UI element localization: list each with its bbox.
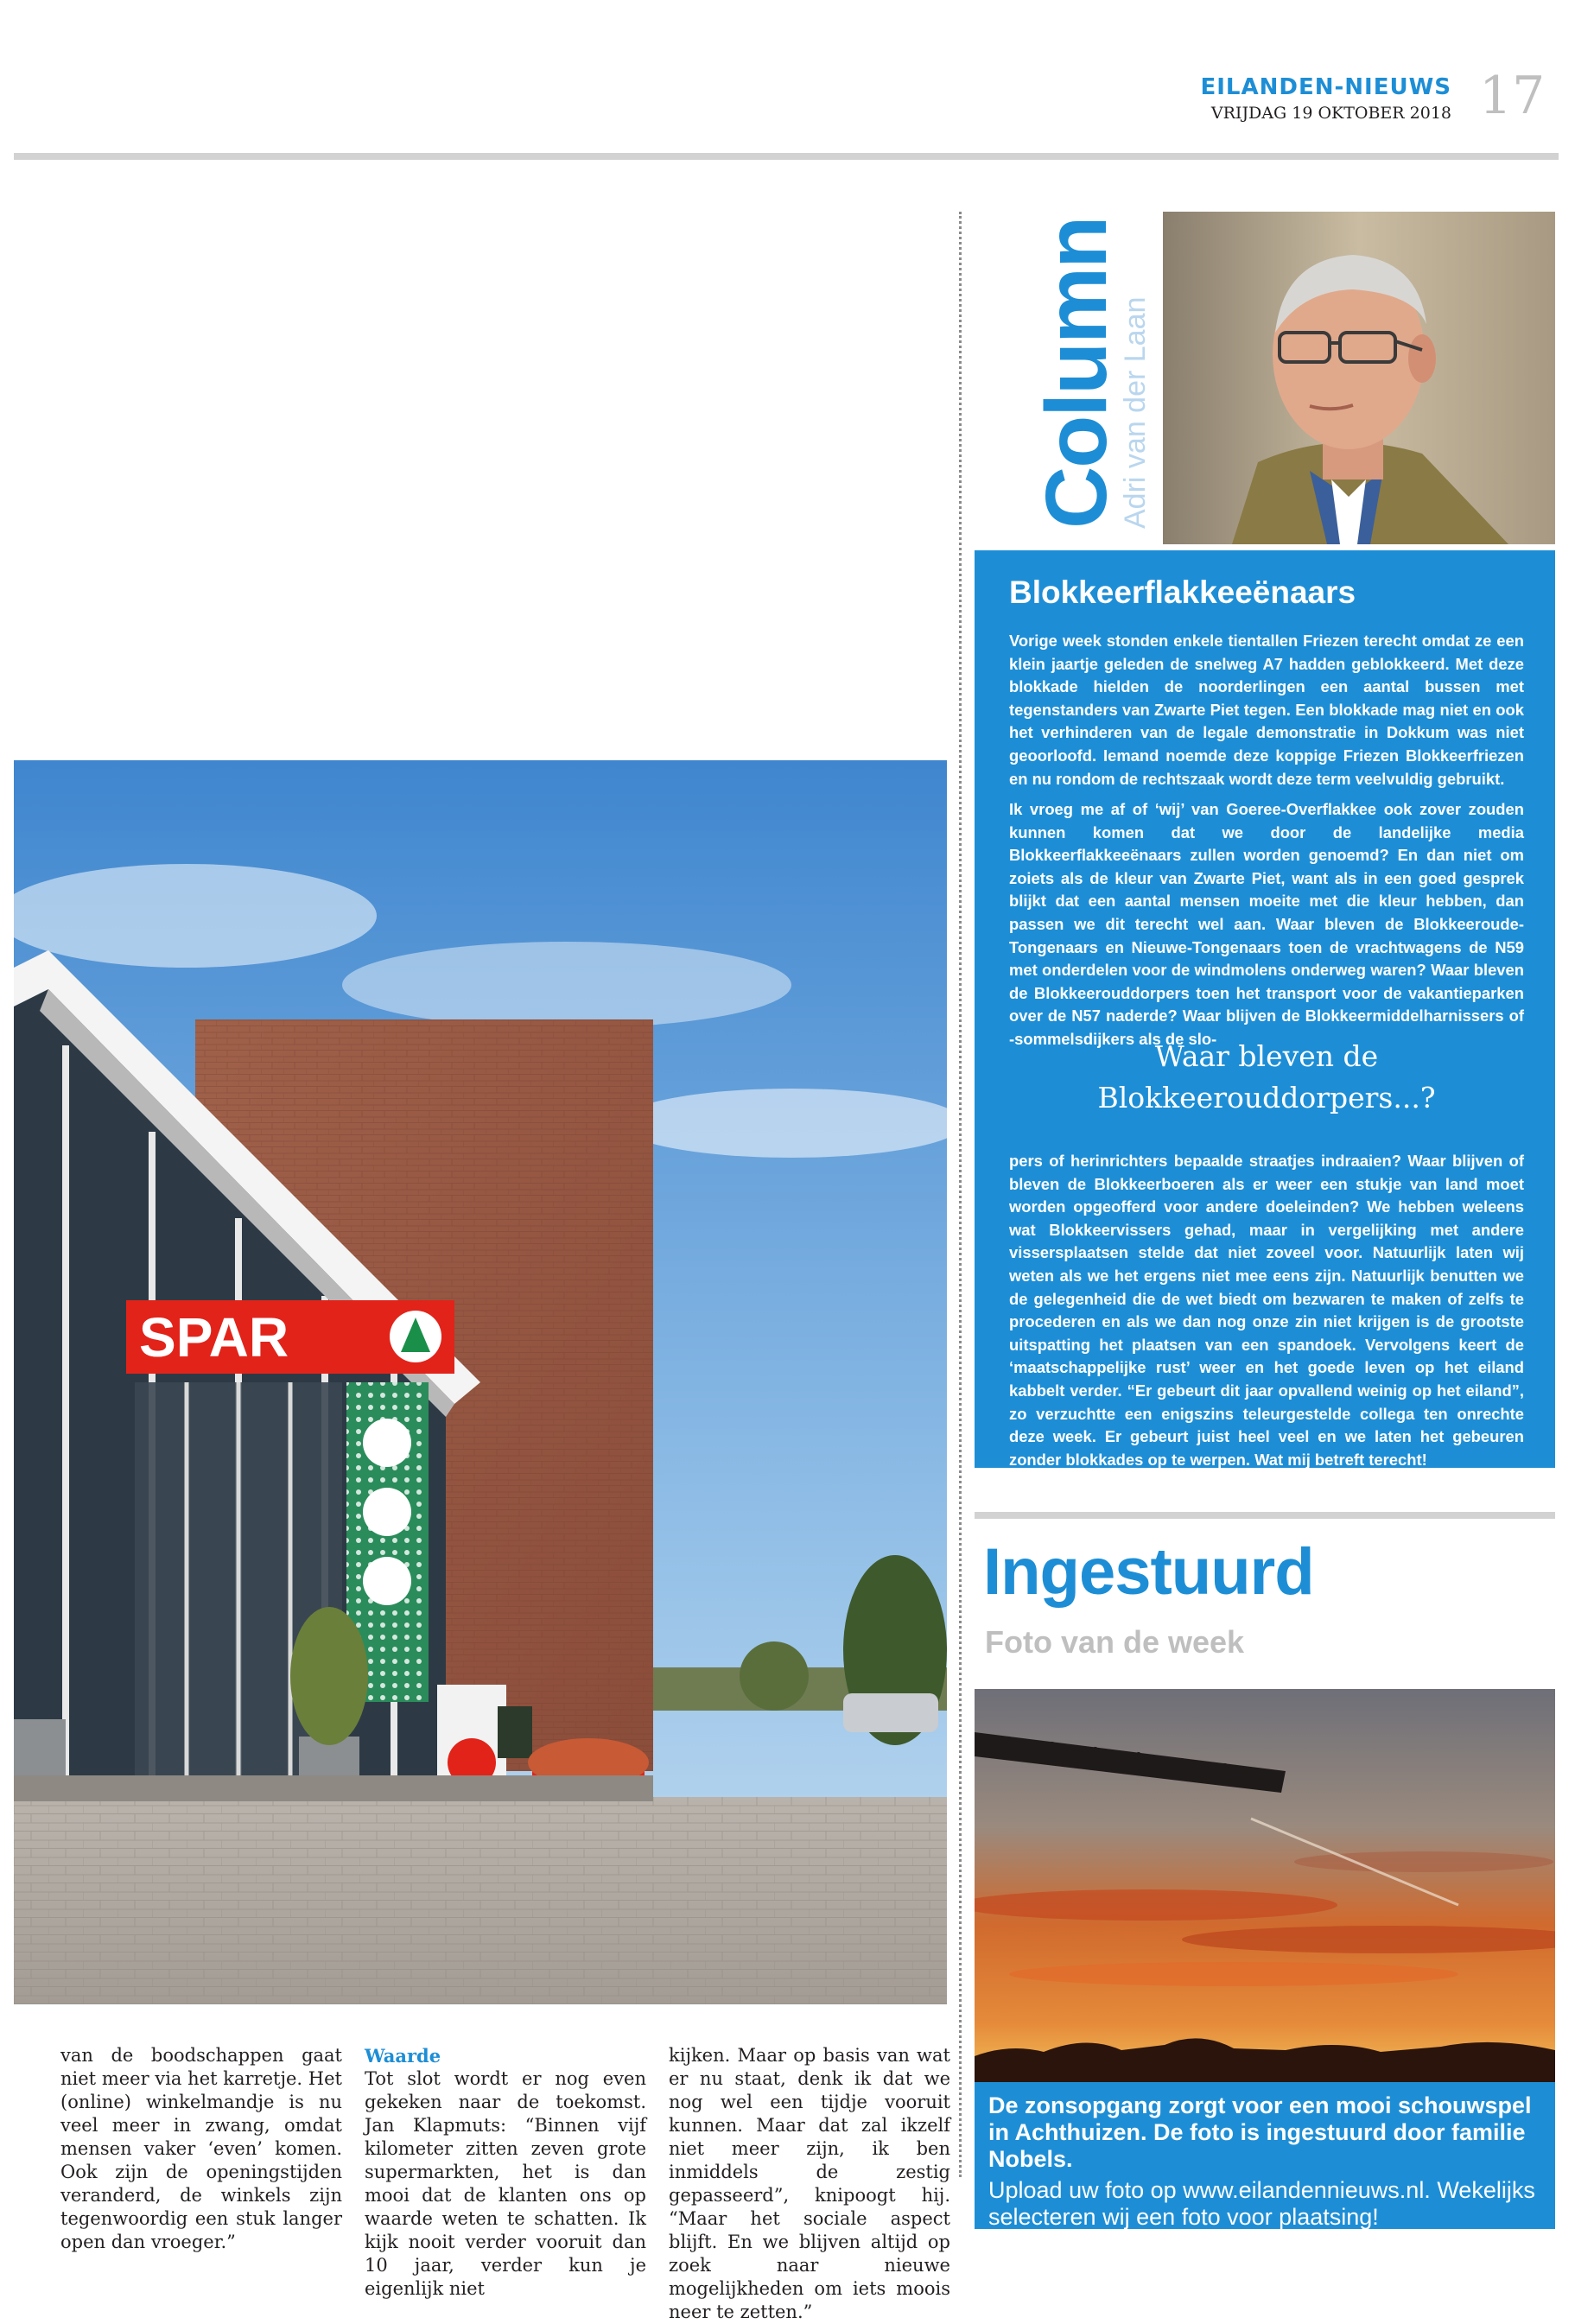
column-title: Blokkeerflakkeeënaars [1009,575,1356,610]
article-subhead: Waarde [365,2045,441,2067]
page-number: 17 [1479,66,1546,126]
ingestuurd-title: Ingestuurd [983,1535,1314,1609]
pull-quote: Waar bleven de Blokkeerouddorpers...? [1097,1039,1436,1114]
author-portrait [1163,212,1555,544]
column-divider [959,212,962,2177]
article-column-2-text: Tot slot wordt er nog even gekeken naar de toekomst. Jan Klapmuts: “Binnen vijf kilometer zitten zeven grote supermarkten, het is dan mooi dat de klanten ons op waarde weten te schatten. Ik kijk nooit verder vooruit dan 10 jaar, verder kun je eigenlijk niet [365,2068,646,2299]
column-paragraph-1: Vorige week stonden enkele tientallen Friezen terecht omdat ze een klein jaartje geleden de snelweg A7 hadden geblokkeerd. Met deze blokkade hielden de noorderlingen een aantal bussen met tegenstanders van Zwarte Piet tegen. Een blokkade mag niet en ook het verhinderen van de legale demonstratie in Dokkum was niet geoorloofd. Iemand noemde deze koppige Friezen Blokkeerfriezen en nu rondom de rechtszaak wordt deze term veelvuldig gebruikt. [1009,632,1524,788]
issue-date: VRIJDAG 19 OKTOBER 2018 [1210,104,1451,123]
header-rule [14,153,1559,160]
supermarket-photo [14,760,947,2004]
article-column-2 [365,2044,646,2301]
photo-caption-box [975,2082,1555,2229]
photo-caption: De zonsopgang zorgt voor een mooi schouwspel in Achthuizen. De foto is ingestuurd door familie Nobels. [988,2092,1532,2172]
column-paragraph-2: Ik vroeg me af of ‘wij’ van Goeree-Overflakkee ook zover zouden kunnen komen dat we door de landelijke media Blokkeerflakkeeënaars zullen worden genoemd? En dan niet om zoiets als de kleur van Zwarte Piet, want als in een goed gesprek blijkt dat een aantal mensen moeite met die kleur hebben, dan passen we dit terecht wel aan. Waar bleven de Blokkeeroude-Tongenaars en Nieuwe-Tongenaars toen de vrachtwagens de N59 met onderdelen voor de windmolens onderweg waren? Waar bleven de Blokkeerouddorpers toen het transport voor de vakantieparken over de N57 naderde? Waar blijven de Blokkeermiddelharnissers of -sommelsdijkers als de slo- [1009,800,1524,1048]
sunrise-photo [975,1689,1555,2082]
upload-notice: Upload uw foto op www.eilandennieuws.nl. Wekelijks selecteren wij een foto voor plaatsing! [988,2177,1535,2230]
section-rule [975,1512,1555,1519]
masthead: EILANDEN-NIEUWS [1200,74,1451,100]
spar-sign: SPAR [139,1306,289,1368]
article-column-1: van de boodschappen gaat niet meer via het karretje. Het (online) winkelmandje is nu veel meer in zwang, omdat mensen vaker ‘even’ komen. Ook zijn de openingstijden veranderd, de winkels zijn tegenwoordig een stuk langer open dan vroeger.” [60,2045,342,2252]
article-column-3: kijken. Maar op basis van wat er nu staat, denk ik dat we nog wel een tijdje vooruit kunnen. Maar dat zal ikzelf niet meer zijn, ik ben inmiddels de zestig gepasseerd”, knipoogt hij. “Maar het sociale aspect blijft. En we blijven altijd op zoek naar nieuwe mogelijkheden om iets moois neer te zetten.” [669,2045,950,2322]
column-paragraph-3: pers of herinrichters bepaalde straatjes indraaien? Waar blijven of bleven de Blokkeerboeren als er weer een stukje van land moet worden opgeofferd voor andere doeleinden? We hebben weleens wat Blokkeervissers gehad, maar in vergelijking met andere vissersplaatsen stelde dat niet zoveel voor. Natuurlijk laten wij weten als we het ergens niet mee eens zijn. Natuurlijk benutten we de gelegenheid die de wet biedt om bezwaren te maken of zelfs te procederen en als we dan nog onze zin niet krijgen is de grootste uitspatting het plaatsen van een spandoek. Vervolgens keert de ‘maatschappelijke rust’ weer en het goede leven op het eiland kabbelt verder. “Er gebeurt dit jaar opvallend weinig op het eiland”, zo verzuchtte een enigszins teleurgestelde collega ten onrechte deze week. Er gebeurt juist heel veel en we laten het gebeuren zonder blokkades op te werpen. Wat mij betreft terecht! [1009,1152,1524,1469]
column-box [975,550,1555,1468]
ingestuurd-subtitle: Foto van de week [985,1624,1245,1660]
column-label: Column [1028,217,1125,529]
column-author: Adri van der Laan [1119,296,1152,529]
